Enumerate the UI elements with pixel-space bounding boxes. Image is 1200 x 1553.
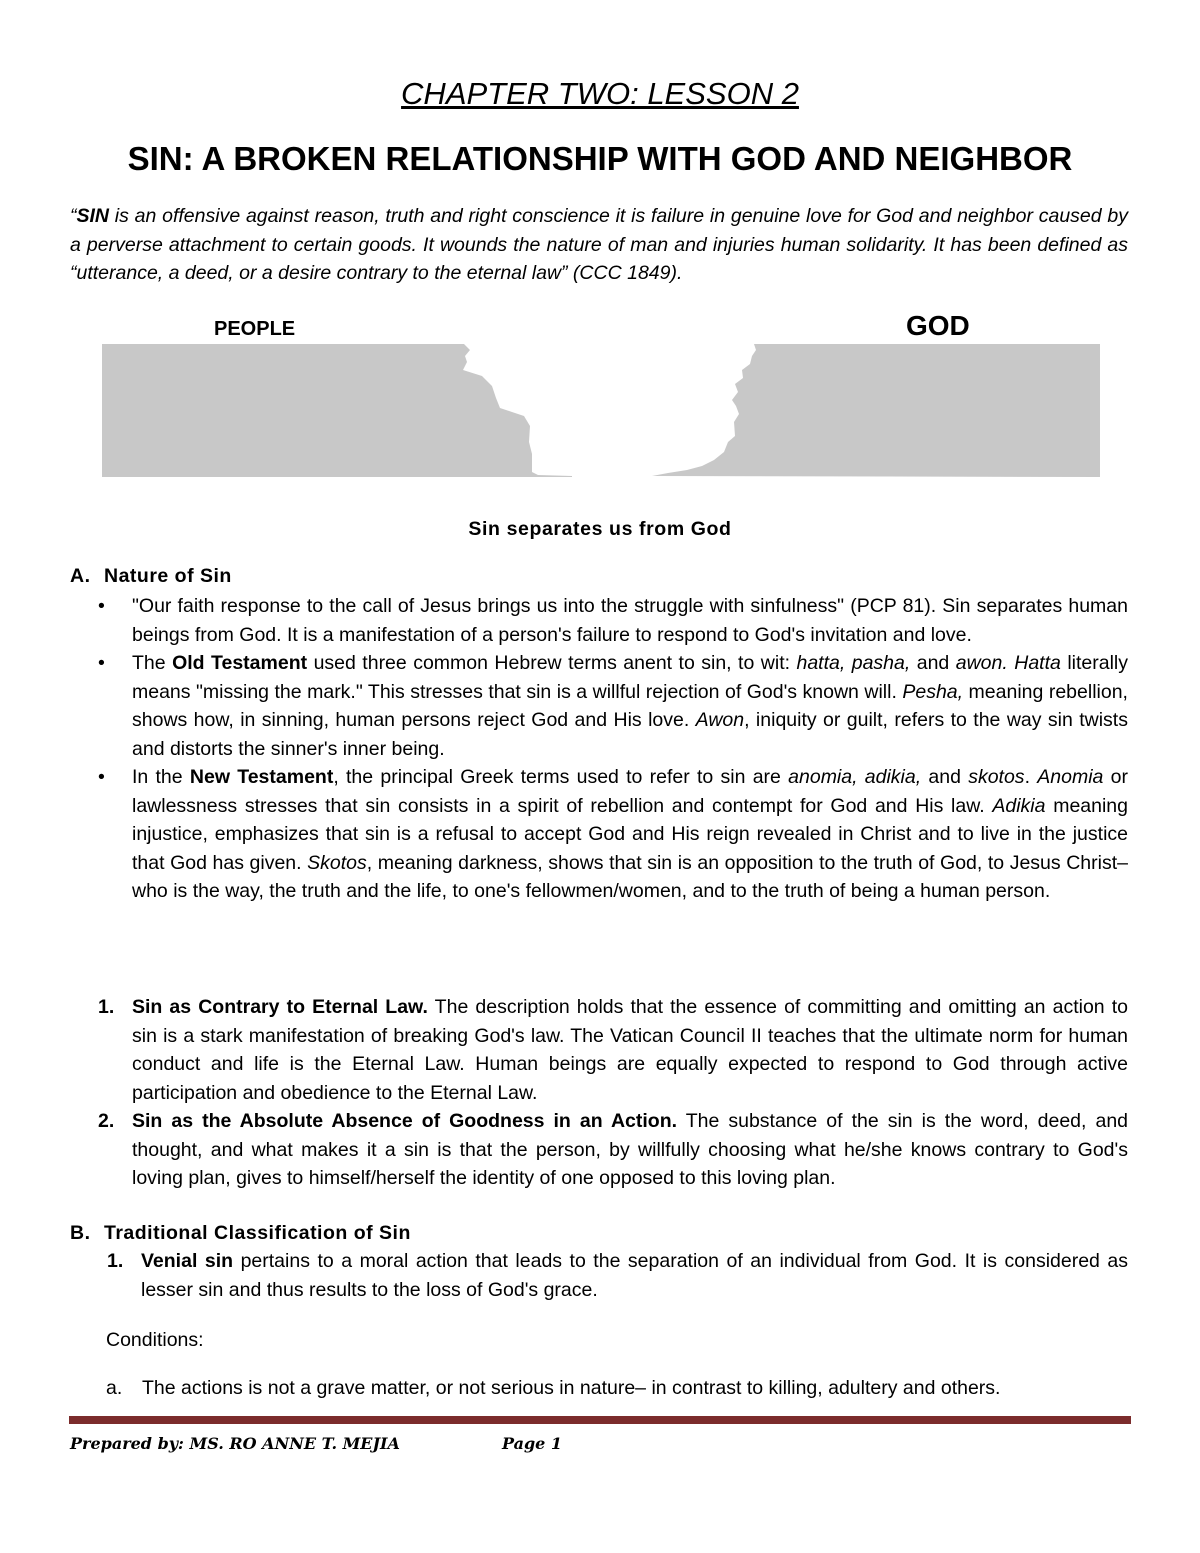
sin-definition-quote bbox=[70, 202, 1128, 288]
text-run: meaning injustice, emphasizes that sin is a refusal to accept God and His reign revealed in Christ and to live in the justice that God has given. bbox=[132, 794, 1129, 874]
list-item bbox=[70, 993, 1128, 1107]
sin-definitions-list bbox=[70, 993, 1128, 1193]
condition-letter: a. bbox=[106, 1377, 123, 1399]
section-b-letter: B. bbox=[70, 1222, 91, 1244]
chasm-illustration bbox=[102, 342, 1102, 478]
text-run: . bbox=[1024, 766, 1038, 788]
condition-a bbox=[106, 1374, 1000, 1403]
text-run: , iniquity or guilt, refers to the way sin twists and distorts the sinner's inner being. bbox=[132, 709, 1128, 760]
prepared-by: Prepared by: MS. RO ANNE T. MEJIA bbox=[70, 1434, 400, 1453]
text-run: and bbox=[921, 766, 969, 788]
list-item bbox=[70, 592, 1128, 649]
section-a-title: Nature of Sin bbox=[104, 565, 232, 587]
main-title: SIN: A BROKEN RELATIONSHIP WITH GOD AND NEIGHBOR bbox=[127, 140, 1073, 177]
bullet-icon: • bbox=[98, 595, 105, 617]
people-label: PEOPLE bbox=[214, 318, 296, 340]
page-number: Page 1 bbox=[502, 1434, 563, 1453]
text-run: , meaning darkness, shows that sin is an opposition to the truth of God, to Jesus Christ– who is the way, the truth and the life, to one's fellowmen/women, and to the truth of being a human person. bbox=[132, 851, 1128, 902]
list-item bbox=[70, 649, 1128, 763]
footer-rule bbox=[69, 1416, 1131, 1424]
list-item bbox=[70, 763, 1128, 906]
hebrew-term: Hatta bbox=[1014, 652, 1061, 674]
bullet-icon: • bbox=[98, 652, 105, 674]
item-number: 1. bbox=[98, 996, 115, 1018]
list-item bbox=[70, 1247, 1128, 1304]
item-heading: Sin as Contrary to Eternal Law. bbox=[132, 996, 428, 1018]
greek-term: skotos bbox=[968, 766, 1025, 788]
quote-text: is an offensive against reason, truth and right conscience it is failure in genuine love for God and neighbor caused by a perverse attachment to certain goods. It wounds the nature of man and injuries human solidarity. It has been defined as “utterance, a deed, or a desire contrary to the eternal law” (CCC 1849). bbox=[70, 205, 1128, 284]
item-number: 1. bbox=[107, 1250, 124, 1272]
quote-open-mark: “ bbox=[70, 205, 77, 227]
item-heading: Sin as the Absolute Absence of Goodness in an Action. bbox=[132, 1110, 678, 1132]
text-run: The bbox=[132, 652, 173, 674]
section-a-heading bbox=[70, 565, 232, 588]
greek-term: anomia, adikia, bbox=[788, 766, 922, 788]
list-item bbox=[70, 1107, 1128, 1193]
old-testament-term: Old Testament bbox=[172, 652, 308, 674]
classification-list bbox=[70, 1247, 1128, 1304]
greek-term: Anomia bbox=[1037, 766, 1104, 788]
item-text: The description holds that the essence of committing and omitting an action to sin is a stark manifestation of breaking God's law. The Vatican Council II teaches that the ultimate norm for human conduct and life is the Eternal Law. Human beings are equally expected to respond to God through active participation and obedience to the Eternal Law. bbox=[132, 996, 1129, 1104]
item-text: pertains to a moral action that leads to the separation of an individual from God. It is considered as lesser sin and thus results to the loss of God's grace. bbox=[141, 1250, 1128, 1301]
text-run: and bbox=[910, 652, 956, 674]
new-testament-term: New Testament bbox=[189, 766, 334, 788]
bullet-text: "Our faith response to the call of Jesus brings us into the struggle with sinfulness" (PCP 81). Sin separates human beings from God. It is a manifestation of a person's failure to respond to God's invitation and love. bbox=[132, 595, 1128, 646]
text-run: literally means "missing the mark." This stresses that sin is a willful rejection of God's known will. bbox=[132, 652, 1128, 703]
section-b-title: Traditional Classification of Sin bbox=[104, 1222, 411, 1244]
hebrew-term: hatta, pasha, bbox=[796, 652, 911, 674]
people-cliff bbox=[102, 344, 572, 477]
condition-text: The actions is not a grave matter, or not serious in nature– in contrast to killing, adultery and others. bbox=[142, 1377, 1001, 1399]
text-run: In the bbox=[132, 766, 190, 788]
hebrew-term: Pesha, bbox=[902, 680, 964, 703]
item-number: 2. bbox=[98, 1110, 115, 1132]
section-b-heading bbox=[70, 1222, 411, 1245]
text-run: meaning rebellion, shows how, in sinning, human persons reject God and His love. bbox=[132, 680, 1128, 731]
greek-term: Skotos bbox=[307, 851, 367, 874]
conditions-label: Conditions: bbox=[106, 1329, 204, 1351]
greek-term: Adikia bbox=[992, 794, 1046, 817]
chapter-title: CHAPTER TWO: LESSON 2 bbox=[401, 76, 799, 111]
bullet-icon: • bbox=[98, 766, 105, 788]
text-run: used three common Hebrew terms anent to sin, to wit: bbox=[307, 652, 797, 674]
hebrew-term: Awon bbox=[695, 709, 745, 731]
nature-of-sin-bullets bbox=[70, 592, 1128, 906]
god-cliff bbox=[652, 344, 1100, 477]
diagram-caption: Sin separates us from God bbox=[468, 518, 732, 540]
section-a-letter: A. bbox=[70, 565, 91, 587]
god-label: GOD bbox=[906, 310, 970, 341]
item-heading: Venial sin bbox=[141, 1250, 234, 1272]
hebrew-term: awon. bbox=[955, 652, 1008, 674]
item-text: The substance of the sin is the word, deed, and thought, and what makes it a sin is that the person, by willfully choosing what he/she knows contrary to God's loving plan, gives to himself/herself the identity of one opposed to this loving plan. bbox=[132, 1110, 1129, 1189]
quote-bold-term: SIN bbox=[76, 205, 110, 227]
text-run: or lawlessness stresses that sin consists in a spirit of rebellion and contempt for God and His law. bbox=[132, 766, 1128, 817]
text-run: , the principal Greek terms used to refer to sin are bbox=[333, 766, 789, 788]
